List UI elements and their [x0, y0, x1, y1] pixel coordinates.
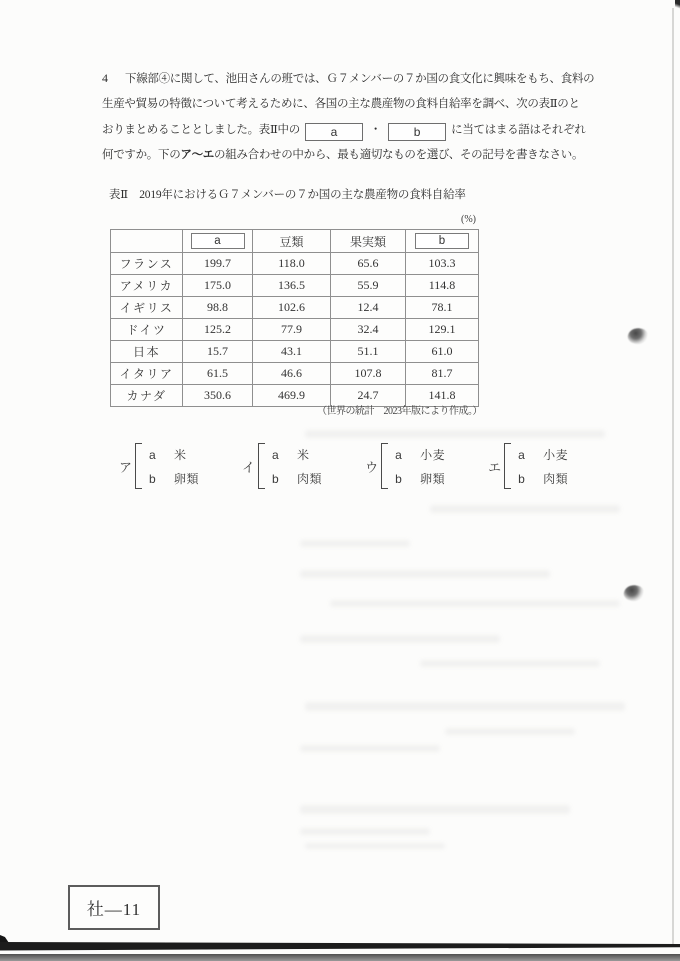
bracket-icon	[135, 443, 142, 489]
ink-smudge	[627, 326, 649, 346]
value-cell: 199.7	[183, 253, 253, 275]
value-cell: 61.5	[183, 363, 253, 385]
value-cell: 129.1	[406, 319, 479, 341]
country-cell: イタリア	[111, 363, 183, 385]
question-text: 生産や貿易の特徴について考えるために、各国の主な農産物の食料自給率を調べ、次の表Ⅱのと	[102, 98, 580, 111]
value-cell: 43.1	[253, 341, 331, 363]
question-line-4	[102, 143, 602, 168]
option-key-a: a	[395, 447, 402, 462]
question-line-2	[102, 92, 602, 117]
corner-scan-mark	[675, 0, 680, 10]
option-key-a: a	[272, 447, 279, 462]
value-cell: 103.3	[406, 253, 479, 275]
question-text: に当てはまる語はそれぞれ	[451, 123, 586, 136]
page-number-box	[68, 885, 160, 930]
option-key-a: a	[149, 447, 156, 462]
value-cell: 469.9	[253, 385, 331, 407]
country-cell: 日本	[111, 341, 183, 363]
table-row	[111, 319, 479, 341]
table-title: 表Ⅱ 2019年におけるＧ７メンバーの７か国の主な農産物の食料自給率	[109, 189, 466, 201]
value-cell: 32.4	[331, 319, 406, 341]
option-value-a: 小麦	[420, 447, 446, 462]
question-line-3	[102, 118, 602, 143]
option-range-label: ア～エ	[180, 149, 215, 162]
country-cell: カナダ	[111, 385, 183, 407]
blank-box-a: a	[305, 123, 363, 141]
table-row	[111, 297, 479, 319]
ink-smudge	[623, 583, 645, 603]
value-cell: 118.0	[253, 253, 331, 275]
header-a	[183, 230, 253, 253]
question-text: の組み合わせの中から、最も適切なものを選び、その記号を書きなさい。	[214, 149, 584, 162]
option-key-b: b	[395, 471, 402, 486]
country-cell: イギリス	[111, 297, 183, 319]
value-cell: 24.7	[331, 385, 406, 407]
value-cell: 350.6	[183, 385, 253, 407]
value-cell: 61.0	[406, 341, 479, 363]
value-cell: 141.8	[406, 385, 479, 407]
value-cell: 114.8	[406, 275, 479, 297]
bracket-icon	[258, 443, 265, 489]
value-cell: 77.9	[253, 319, 331, 341]
country-cell: アメリカ	[111, 275, 183, 297]
page-number-label: 社―11	[86, 900, 142, 919]
table-header-row	[111, 230, 479, 253]
option-value-b: 卵類	[174, 471, 200, 486]
option-value-b: 肉類	[297, 471, 323, 486]
option-key-b: b	[272, 471, 279, 486]
option-e	[488, 443, 568, 489]
header-fruits: 果実類	[331, 230, 406, 253]
value-cell: 98.8	[183, 297, 253, 319]
header-b	[406, 230, 479, 253]
option-value-a: 小麦	[543, 447, 569, 462]
value-cell: 81.7	[406, 363, 479, 385]
question-text: おりまとめることとしました。表Ⅱ中の	[102, 123, 300, 136]
value-cell: 65.6	[331, 253, 406, 275]
value-cell: 175.0	[183, 275, 253, 297]
separator-dot: ・	[369, 123, 382, 136]
table-row	[111, 275, 479, 297]
scan-edge-hook	[0, 935, 9, 943]
header-box-b: b	[415, 233, 469, 249]
bracket-icon	[504, 443, 511, 489]
table-row	[111, 363, 479, 385]
scanner-background-strip	[0, 954, 680, 961]
question-text: 下線部④に関して、池田さんの班では、Ｇ７メンバーの７か国の食文化に興味をもち、食料の	[125, 73, 595, 85]
question-number: 4	[102, 71, 108, 85]
option-u	[365, 443, 445, 489]
value-cell: 107.8	[331, 363, 406, 385]
value-cell: 15.7	[183, 341, 253, 363]
option-value-b: 卵類	[420, 471, 446, 486]
option-a	[119, 443, 199, 489]
value-cell: 78.1	[406, 297, 479, 319]
table-source-note: （世界の統計 2023年版により作成。）	[317, 406, 482, 417]
option-i	[242, 443, 322, 489]
option-value-a: 米	[174, 447, 187, 462]
value-cell: 136.5	[253, 275, 331, 297]
option-label: エ	[488, 459, 502, 475]
value-cell: 102.6	[253, 297, 331, 319]
blank-box-b: b	[388, 123, 446, 141]
option-label: ア	[119, 459, 133, 475]
paper-edge-line	[672, 8, 674, 945]
header-empty	[111, 230, 183, 253]
question-line-1	[102, 66, 602, 92]
option-key-b: b	[518, 471, 525, 486]
country-cell: フランス	[111, 253, 183, 275]
table-row	[111, 253, 479, 275]
header-beans: 豆類	[253, 230, 331, 253]
scan-edge-line	[0, 940, 680, 951]
table-row	[111, 341, 479, 363]
value-cell: 125.2	[183, 319, 253, 341]
bracket-icon	[381, 443, 388, 489]
answer-options	[119, 443, 568, 489]
option-value-b: 肉類	[543, 471, 569, 486]
country-cell: ドイツ	[111, 319, 183, 341]
option-key-a: a	[518, 447, 525, 462]
option-label: イ	[242, 459, 256, 475]
question-text: 何ですか。下の	[102, 149, 181, 162]
value-cell: 55.9	[331, 275, 406, 297]
table-unit-percent: (%)	[461, 214, 476, 225]
option-value-a: 米	[297, 447, 310, 462]
value-cell: 51.1	[331, 341, 406, 363]
food-self-sufficiency-table	[110, 229, 479, 407]
value-cell: 12.4	[331, 297, 406, 319]
header-box-a: a	[191, 233, 245, 249]
value-cell: 46.6	[253, 363, 331, 385]
question-block	[102, 66, 602, 169]
option-label: ウ	[365, 459, 379, 475]
option-key-b: b	[149, 471, 156, 486]
